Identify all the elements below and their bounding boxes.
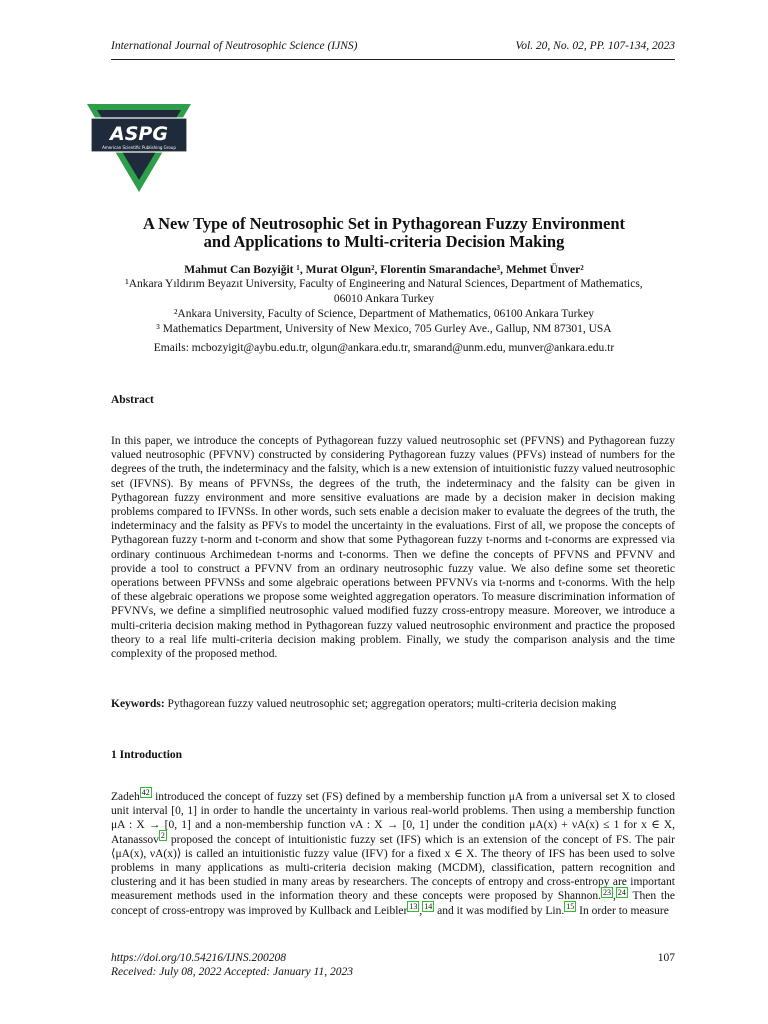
abstract-heading: Abstract bbox=[111, 394, 154, 406]
logo-subtext: American Scientific Publishing Group bbox=[102, 145, 176, 150]
keywords-label: Keywords: bbox=[111, 698, 165, 710]
introduction-paragraph: Zadeh $^{42}$ introduced the concept of fuzzy set (FS) defined by a membership function μA from a universal set X to closed unit interval [0, 1] in order to handle the uncertainty in various real-world problems. Then using a membership function μA : X → [0, 1] and a non-membership function νA : X → [0, 1] under the condition μA(x) + νA(x) ≤ 1 for x ∈ X, Atanassov $^2$ proposed the concept of intuitionistic fuzzy set (IFS) which is an extension of the concept of FS. The pair ⟨μA(x), νA(x)⟩ is called an intuitionistic fuzzy value (IFV) for a fixed x ∈ X. The theory of IFS has been used to solve problems in many applications as multi-criteria decision making (MCDM), classification, pattern recognition and clustering and it has been studied in many areas by researchers. The concepts of entropy and cross-entropy are important measurement methods used in the information theory and these concepts were proposed by Shannon. $^{23}$ , $^{24}$ Then the concept of cross-entropy was improved by Kullback and Leibler $^{13}$ , $^{14}$ and it was modified by Lin. $^{15}$ In order to measure bbox=[111, 788, 675, 917]
affiliation-2: ²Ankara University, Faculty of Science, Department of Mathematics, 06100 Ankara Turkey bbox=[173, 308, 595, 320]
citation-link[interactable]: 13 bbox=[409, 901, 418, 911]
citation-link[interactable]: 14 bbox=[424, 901, 433, 911]
citation-link[interactable]: 23 bbox=[603, 887, 612, 897]
keywords-text: Pythagorean fuzzy valued neutrosophic set; aggregation operators; multi-criteria decision making bbox=[167, 698, 617, 710]
section-heading-introduction: 1 Introduction bbox=[111, 749, 183, 761]
citation-link[interactable]: 42 bbox=[141, 788, 150, 798]
author-list: Mahmut Can Bozyiğit ¹, Murat Olgun², Florentin Smarandache³, Mehmet Ünver² bbox=[184, 264, 584, 276]
paper-title: A New Type of Neutrosophic Set in Pythagorean Fuzzy Environment and Applications to Multi-criteria Decision Making bbox=[142, 214, 626, 251]
page-number: 107 bbox=[657, 952, 675, 964]
citation-link[interactable]: 15 bbox=[566, 901, 575, 911]
affiliation-1: ¹Ankara Yıldırım Beyazıt University, Faculty of Engineering and Natural Sciences, Department of Mathematics, 06010 Ankara Turkey bbox=[125, 278, 643, 305]
keywords bbox=[111, 697, 675, 711]
doi-link[interactable]: https://doi.org/10.54216/IJNS.200208 bbox=[111, 952, 286, 964]
running-header bbox=[111, 40, 675, 60]
journal-name: International Journal of Neutrosophic Science (IJNS) bbox=[111, 40, 358, 52]
author-emails: Emails: mcbozyigit@aybu.edu.tr, olgun@ankara.edu.tr, smarand@unm.edu, munver@ankara.edu.tr bbox=[153, 342, 615, 354]
received-dates: Received: July 08, 2022 Accepted: January 11, 2023 bbox=[111, 966, 353, 978]
affiliation-3: ³ Mathematics Department, University of New Mexico, 705 Gurley Ave., Gallup, NM 87301, USA bbox=[156, 323, 612, 335]
citation-link[interactable]: 2 bbox=[160, 830, 165, 840]
abstract-text: In this paper, we introduce the concepts of Pythagorean fuzzy valued neutrosophic set (PFVNS) and Pythagorean fuzzy valued neutrosophic (PFVNV) constructed by considering Pythagorean fuzzy values (PFVs) instead of numbers for the degrees of the truth, the indeterminacy and the falsity, which is a new extension of intuitionistic fuzzy valued neutrosophic set (IFVNS). By means of PFVNSs, the degrees of the truth, the indeterminacy and the falsity can be given in Pythagorean fuzzy environment and more sensitive evaluations are made by a decision maker in decision making problems compared to IFVNSs. In other words, such sets enable a decision maker to evaluate the degrees of the truth, the indeterminacy and the falsity as PFVs to model the uncertainty in the evaluations. First of all, we propose the concepts of Pythagorean fuzzy t-norm and t-conorm and show that some Pythagorean fuzzy t-norms and t-conorms are expressed via ordinary continuous Archimedean t-norms and t-conorms. Then we define the concepts of PFVNS and PFVNV and provide a tool to construct a PFVNV from an ordinary neutrosophic fuzzy value. We also define some set theoretic operations between PFVNSs and some algebraic operations between PFVNVs via t-norms and t-conorms. With the help of these algebraic operations we propose some weighted aggregation operators. To measure discrimination information of PFVNVs, we define a simplified neutrosophic valued modified fuzzy cross-entropy measure. Moreover, we introduce a multi-criteria decision making method in Pythagorean fuzzy valued neutrosophic environment and practice the proposed theory to a real life multi-criteria decision making problem. Finally, we study the comparison analysis and the time complexity of the proposed method. bbox=[111, 435, 675, 661]
volume-info: Vol. 20, No. 02, PP. 107-134, 2023 bbox=[515, 40, 675, 52]
citation-link[interactable]: 24 bbox=[617, 887, 626, 897]
aspg-logo bbox=[87, 104, 191, 192]
header-rule bbox=[111, 59, 675, 60]
logo-text: ASPG bbox=[110, 123, 168, 145]
